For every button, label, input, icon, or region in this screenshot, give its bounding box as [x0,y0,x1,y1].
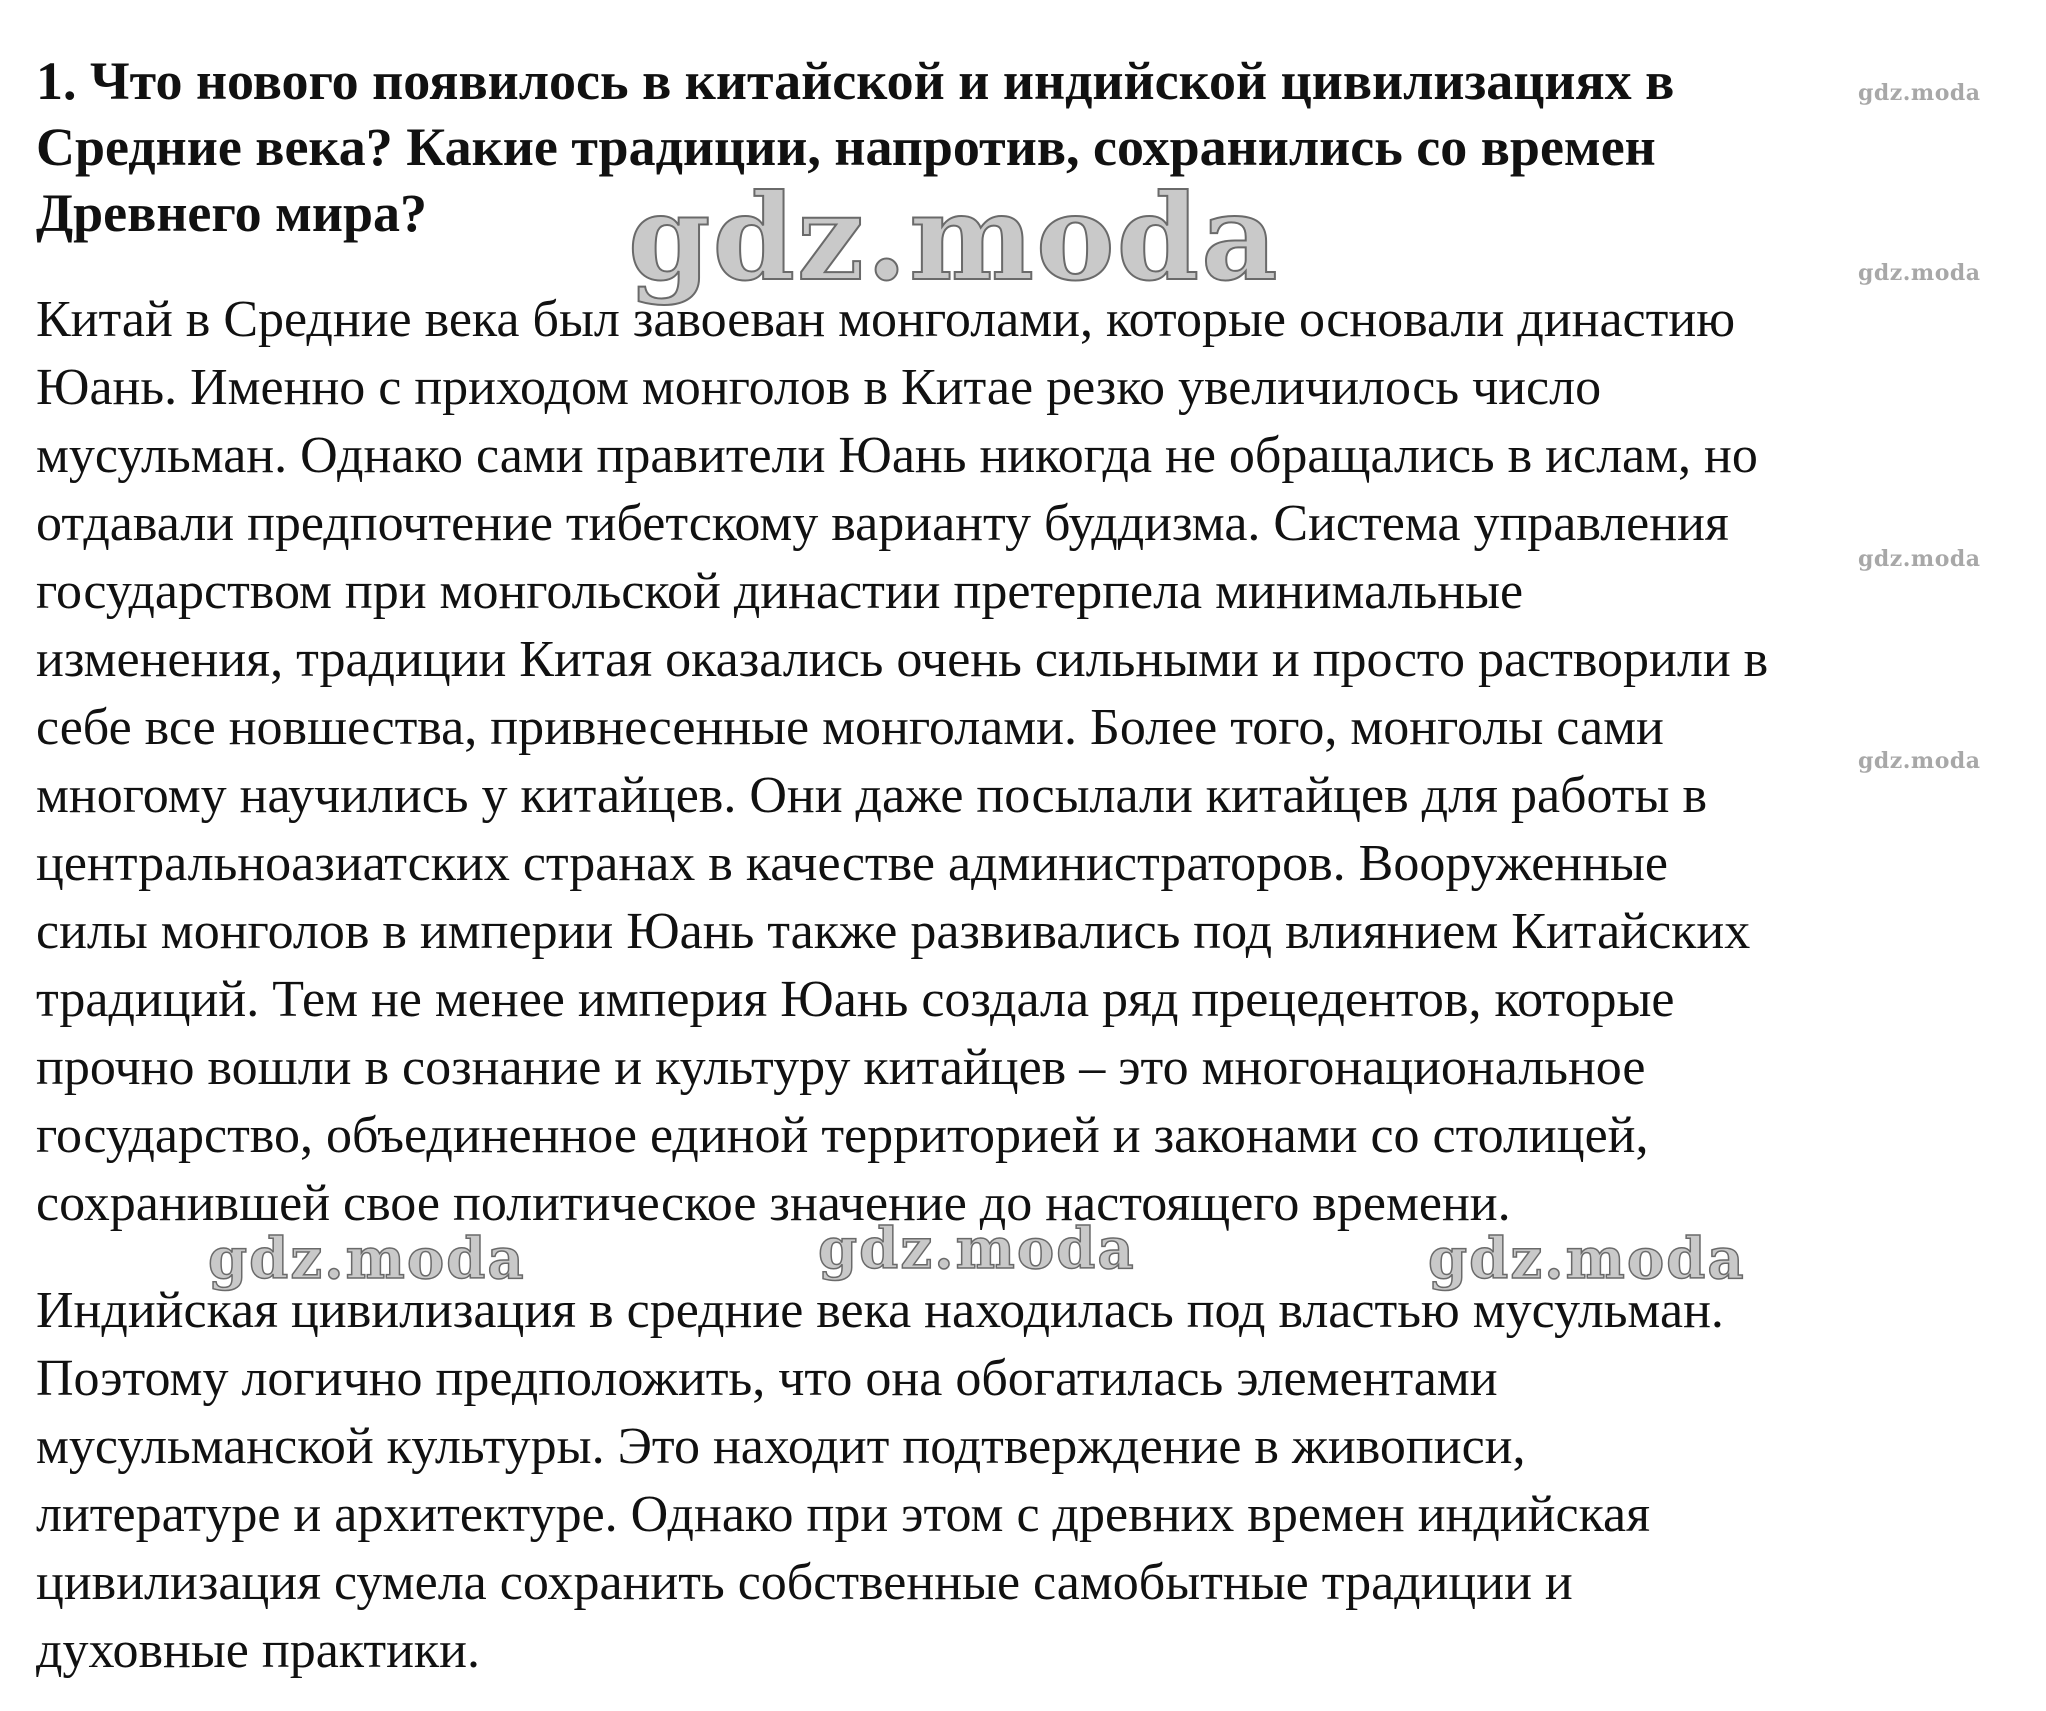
watermark-small: gdz.moda [1858,748,1981,774]
text-line: мусульманской культуры. Это находит подтверждение в живописи, [36,1418,1526,1475]
text-line: Юань. Именно с приходом монголов в Китае резко увеличилось число [36,359,1602,416]
text-line: сохранившей свое политическое значение до настоящего времени. [36,1175,1511,1232]
text-line: силы монголов в империи Юань также развивались под влиянием Китайских [36,903,1751,960]
question-line: Средние века? Какие традиции, напротив, сохранились со времен [36,117,1656,177]
text-line: Китай в Средние века был завоеван монголами, которые основали династию [36,291,1736,348]
watermark-small: gdz.moda [1858,260,1981,286]
watermark-small: gdz.moda [1858,546,1981,572]
question-line: Древнего мира? [36,183,427,243]
text-line: литературе и архитектуре. Однако при этом с древних времен индийская [36,1486,1651,1543]
answer-paragraph-china [36,286,2026,1238]
text-line: отдавали предпочтение тибетскому варианту буддизма. Система управления [36,495,1729,552]
text-line: духовные практики. [36,1622,481,1679]
text-line: мусульман. Однако сами правители Юань никогда не обращались в ислам, но [36,427,1758,484]
watermark-medium: gdz.moda [1428,1226,1746,1292]
text-line: многому научились у китайцев. Они даже посылали китайцев для работы в [36,767,1708,824]
text-line: Поэтому логично предположить, что она обогатилась элементами [36,1350,1498,1407]
watermark-medium: gdz.moda [208,1226,526,1292]
text-line: государство, объединенное единой территорией и законами со столицей, [36,1107,1649,1164]
text-line: прочно вошли в сознание и культуру китайцев – это многонациональное [36,1039,1646,1096]
question-line: 1. Что нового появилось в китайской и индийской цивилизациях в [36,51,1675,111]
answer-paragraph-india [36,1277,2026,1685]
text-line: изменения, традиции Китая оказались очень сильными и просто растворили в [36,631,1769,688]
watermark-medium: gdz.moda [818,1216,1136,1282]
watermark-small: gdz.moda [1858,80,1981,106]
text-line: себе все новшества, привнесенные монголами. Более того, монголы сами [36,699,1664,756]
watermark-large: gdz.moda [628,168,1280,307]
text-line: традиций. Тем не менее империя Юань создала ряд прецедентов, которые [36,971,1675,1028]
text-line: цивилизация сумела сохранить собственные самобытные традиции и [36,1554,1573,1611]
text-line: Индийская цивилизация в средние века находилась под властью мусульман. [36,1282,1724,1339]
text-line: государством при монгольской династии претерпела минимальные [36,563,1524,620]
text-line: центральноазиатских странах в качестве администраторов. Вооруженные [36,835,1668,892]
